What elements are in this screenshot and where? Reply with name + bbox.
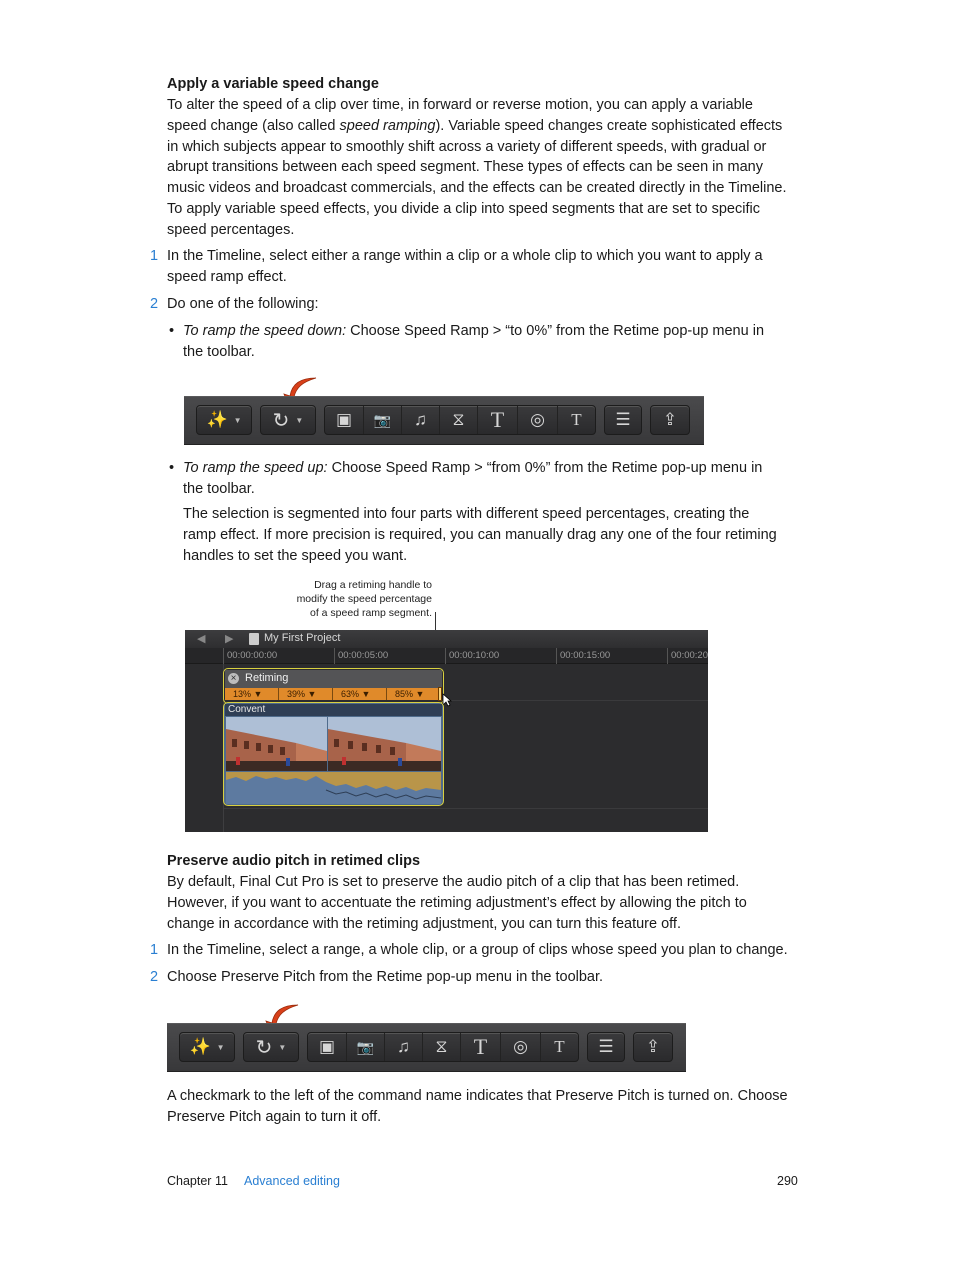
enhance-button[interactable]	[180, 1033, 234, 1061]
browser-group	[307, 1032, 579, 1062]
timeline-ruler	[185, 648, 708, 664]
bullet-line: the toolbar.	[183, 480, 255, 497]
generators-icon: ◎	[530, 410, 545, 429]
bullet-text: Choose Speed Ramp > “to 0%” from the Retime pop-up menu in	[346, 323, 765, 339]
segment-explanation	[183, 504, 803, 566]
intro-line: in which subjects appear to smoothly shift across a variety of different speeds, with gradual or	[167, 138, 767, 155]
timecode: 00:00:05:00	[338, 650, 389, 661]
callout-line: Drag a retiming handle to	[314, 579, 432, 591]
bullet-line	[183, 458, 803, 479]
intro-text: speed change (also called	[167, 117, 340, 134]
intro-emphasis: speed ramping	[339, 117, 436, 134]
chevron-down-icon: ▼	[295, 415, 304, 425]
preserve-pitch-intro	[167, 872, 807, 934]
enhance-button[interactable]	[197, 406, 251, 434]
share-button[interactable]	[634, 1033, 672, 1061]
footer-chapter-label: Chapter 11	[167, 1174, 228, 1188]
chevron-down-icon: ▼	[216, 1042, 225, 1052]
intro-line	[167, 116, 807, 137]
retiming-bar	[225, 670, 442, 688]
themes-icon: T	[571, 410, 582, 429]
share-button[interactable]	[651, 406, 689, 434]
bullet-text: Choose Speed Ramp > “from 0%” from the Retime pop-up menu in	[327, 460, 763, 476]
bullet-ramp-up	[183, 458, 803, 500]
photo-browser-button[interactable]	[346, 1033, 384, 1061]
back-arrow-icon[interactable]: ◀	[197, 633, 206, 645]
retime-button[interactable]	[261, 406, 315, 434]
speed-segment[interactable]: 39% ▼	[279, 688, 333, 700]
retime-group	[260, 405, 316, 435]
step-line: speed ramp effect.	[167, 268, 287, 285]
transitions-browser-button[interactable]	[439, 406, 477, 434]
project-name: My First Project	[264, 632, 341, 644]
photo-browser-button[interactable]	[363, 406, 401, 434]
timecode: 00:00:20	[671, 650, 708, 661]
intro-line: To apply variable speed effects, you divide a clip into speed segments that are set to specific	[167, 200, 760, 217]
timeline-panel	[185, 630, 708, 832]
music-note-icon: ♫	[397, 1037, 410, 1056]
browser-group	[324, 405, 596, 435]
generators-icon: ◎	[513, 1037, 528, 1056]
enhance-group	[179, 1032, 235, 1062]
themes-browser-button[interactable]	[557, 406, 595, 434]
ruler-tick	[445, 648, 446, 664]
preserve-pitch-closing	[167, 1086, 807, 1128]
clip-thumbnail	[226, 717, 327, 771]
track-divider	[224, 808, 708, 809]
step-2-text: Choose Preserve Pitch from the Retime pop-up menu in the toolbar.	[167, 969, 604, 985]
bullet-line: the toolbar.	[183, 343, 255, 360]
transitions-icon: ⧖	[452, 410, 465, 429]
music-note-icon: ♫	[414, 410, 427, 429]
bullet-line	[183, 321, 803, 342]
explanation-line: The selection is segmented into four parts with different speed percentages, creating the	[183, 506, 750, 522]
inspector-button[interactable]	[605, 406, 641, 434]
titles-icon: T	[490, 407, 505, 432]
magic-wand-icon: ✨	[206, 410, 228, 429]
music-browser-button[interactable]	[384, 1033, 422, 1061]
share-group	[650, 405, 690, 435]
callout-line: modify the speed percentage	[296, 593, 432, 605]
footer-chapter-link[interactable]: Advanced editing	[244, 1174, 340, 1188]
retime-icon: ↻	[255, 1036, 273, 1059]
step-1-text: In the Timeline, select a range, a whole clip, or a group of clips whose speed you plan to change.	[167, 942, 788, 958]
forward-arrow-icon[interactable]: ▶	[225, 633, 234, 645]
variable-speed-intro	[167, 95, 807, 241]
camera-icon: 📷	[356, 1038, 375, 1055]
bullet-emphasis: To ramp the speed up:	[183, 460, 328, 476]
project-icon	[249, 633, 259, 645]
callout-line: of a speed ramp segment.	[310, 607, 432, 619]
ruler-tick	[667, 648, 668, 664]
sliders-icon: ☰	[615, 410, 631, 429]
intro-line: However, if you want to accentuate the retiming adjustment’s effect by allowing the pitch to	[167, 894, 747, 911]
themes-browser-button[interactable]	[540, 1033, 578, 1061]
timecode: 00:00:00:00	[227, 650, 278, 661]
enhance-group	[196, 405, 252, 435]
intro-line: To alter the speed of a clip over time, in forward or reverse motion, you can apply a variable	[167, 97, 753, 113]
retime-icon: ↻	[272, 409, 290, 432]
titles-icon: T	[473, 1034, 488, 1059]
inspector-group	[604, 405, 642, 435]
step-number: 1	[150, 248, 159, 264]
page-number: 290	[777, 1174, 798, 1188]
intro-text: ). Variable speed changes create sophisticated effects	[435, 117, 783, 134]
share-group	[633, 1032, 673, 1062]
ruler-tick	[334, 648, 335, 664]
themes-icon: T	[554, 1037, 565, 1056]
media-browser-button[interactable]	[308, 1033, 346, 1061]
closing-line: A checkmark to the left of the command name indicates that Preserve Pitch is turned on. Choose	[167, 1088, 788, 1104]
generators-browser-button[interactable]	[500, 1033, 540, 1061]
transitions-browser-button[interactable]	[422, 1033, 460, 1061]
retime-group	[243, 1032, 299, 1062]
chevron-down-icon: ▼	[233, 415, 242, 425]
speed-segments	[225, 688, 442, 700]
bullet-emphasis: To ramp the speed down:	[183, 323, 347, 339]
explanation-line: ramp effect. If more precision is required, you can manually drag any one of the four retiming	[183, 526, 777, 543]
clip-thumbnail	[328, 717, 441, 771]
inspector-button[interactable]	[588, 1033, 624, 1061]
speed-segment[interactable]: 13% ▼	[225, 688, 279, 700]
section-heading-variable-speed: Apply a variable speed change	[167, 76, 379, 92]
browser-icon: ▣	[335, 410, 353, 429]
section-heading-preserve-pitch: Preserve audio pitch in retimed clips	[167, 853, 421, 869]
step-1-text	[167, 246, 807, 288]
sliders-icon: ☰	[598, 1037, 614, 1056]
retiming-label: Retiming	[245, 672, 289, 684]
step-number: 2	[150, 969, 159, 985]
ruler-tick	[223, 648, 224, 664]
bullet-marker: •	[169, 323, 175, 339]
explanation-line: handles to set the speed you want.	[183, 547, 408, 564]
step-line: In the Timeline, select either a range within a clip or a whole clip to which you want to apply a	[167, 248, 763, 264]
intro-line: speed percentages.	[167, 221, 295, 238]
step-2-text: Do one of the following:	[167, 296, 319, 312]
clip-name: Convent	[225, 704, 442, 716]
audio-waveform	[226, 772, 441, 804]
inspector-group	[587, 1032, 625, 1062]
titles-browser-button[interactable]	[460, 1033, 500, 1061]
retime-button[interactable]	[244, 1033, 298, 1061]
step-number: 1	[150, 942, 159, 958]
retiming-handle-callout	[262, 578, 432, 620]
bullet-marker: •	[169, 460, 175, 476]
fcp-toolbar	[184, 396, 704, 445]
chevron-down-icon: ▼	[278, 1042, 287, 1052]
close-icon[interactable]: ×	[228, 673, 239, 684]
titles-browser-button[interactable]	[477, 406, 517, 434]
intro-line: By default, Final Cut Pro is set to preserve the audio pitch of a clip that has been retimed.	[167, 874, 740, 890]
speed-segment[interactable]: 63% ▼	[333, 688, 387, 700]
intro-line: change in accordance with the retiming adjustment, you can turn this feature off.	[167, 915, 681, 932]
music-browser-button[interactable]	[401, 406, 439, 434]
timecode: 00:00:10:00	[449, 650, 500, 661]
camera-icon: 📷	[373, 411, 392, 428]
closing-line: Preserve Pitch again to turn it off.	[167, 1108, 382, 1125]
speed-segment[interactable]: 85% ▼	[387, 688, 442, 700]
magic-wand-icon: ✨	[189, 1037, 211, 1056]
bullet-ramp-down	[183, 321, 803, 363]
fcp-toolbar	[167, 1023, 686, 1072]
share-icon: ⇪	[645, 1037, 661, 1056]
track-divider	[445, 700, 708, 701]
intro-line: music videos and broadcast commercials, and the effects can be created directly in the Timeline.	[167, 180, 787, 197]
step-number: 2	[150, 296, 159, 312]
timeline-header	[185, 630, 708, 648]
browser-icon: ▣	[318, 1037, 336, 1056]
generators-browser-button[interactable]	[517, 406, 557, 434]
transitions-icon: ⧖	[435, 1037, 448, 1056]
share-icon: ⇪	[662, 410, 678, 429]
media-browser-button[interactable]	[325, 406, 363, 434]
timecode: 00:00:15:00	[560, 650, 611, 661]
intro-line: abrupt transitions between each speed segment. These types of effects can be seen in many	[167, 159, 763, 176]
ruler-tick	[556, 648, 557, 664]
